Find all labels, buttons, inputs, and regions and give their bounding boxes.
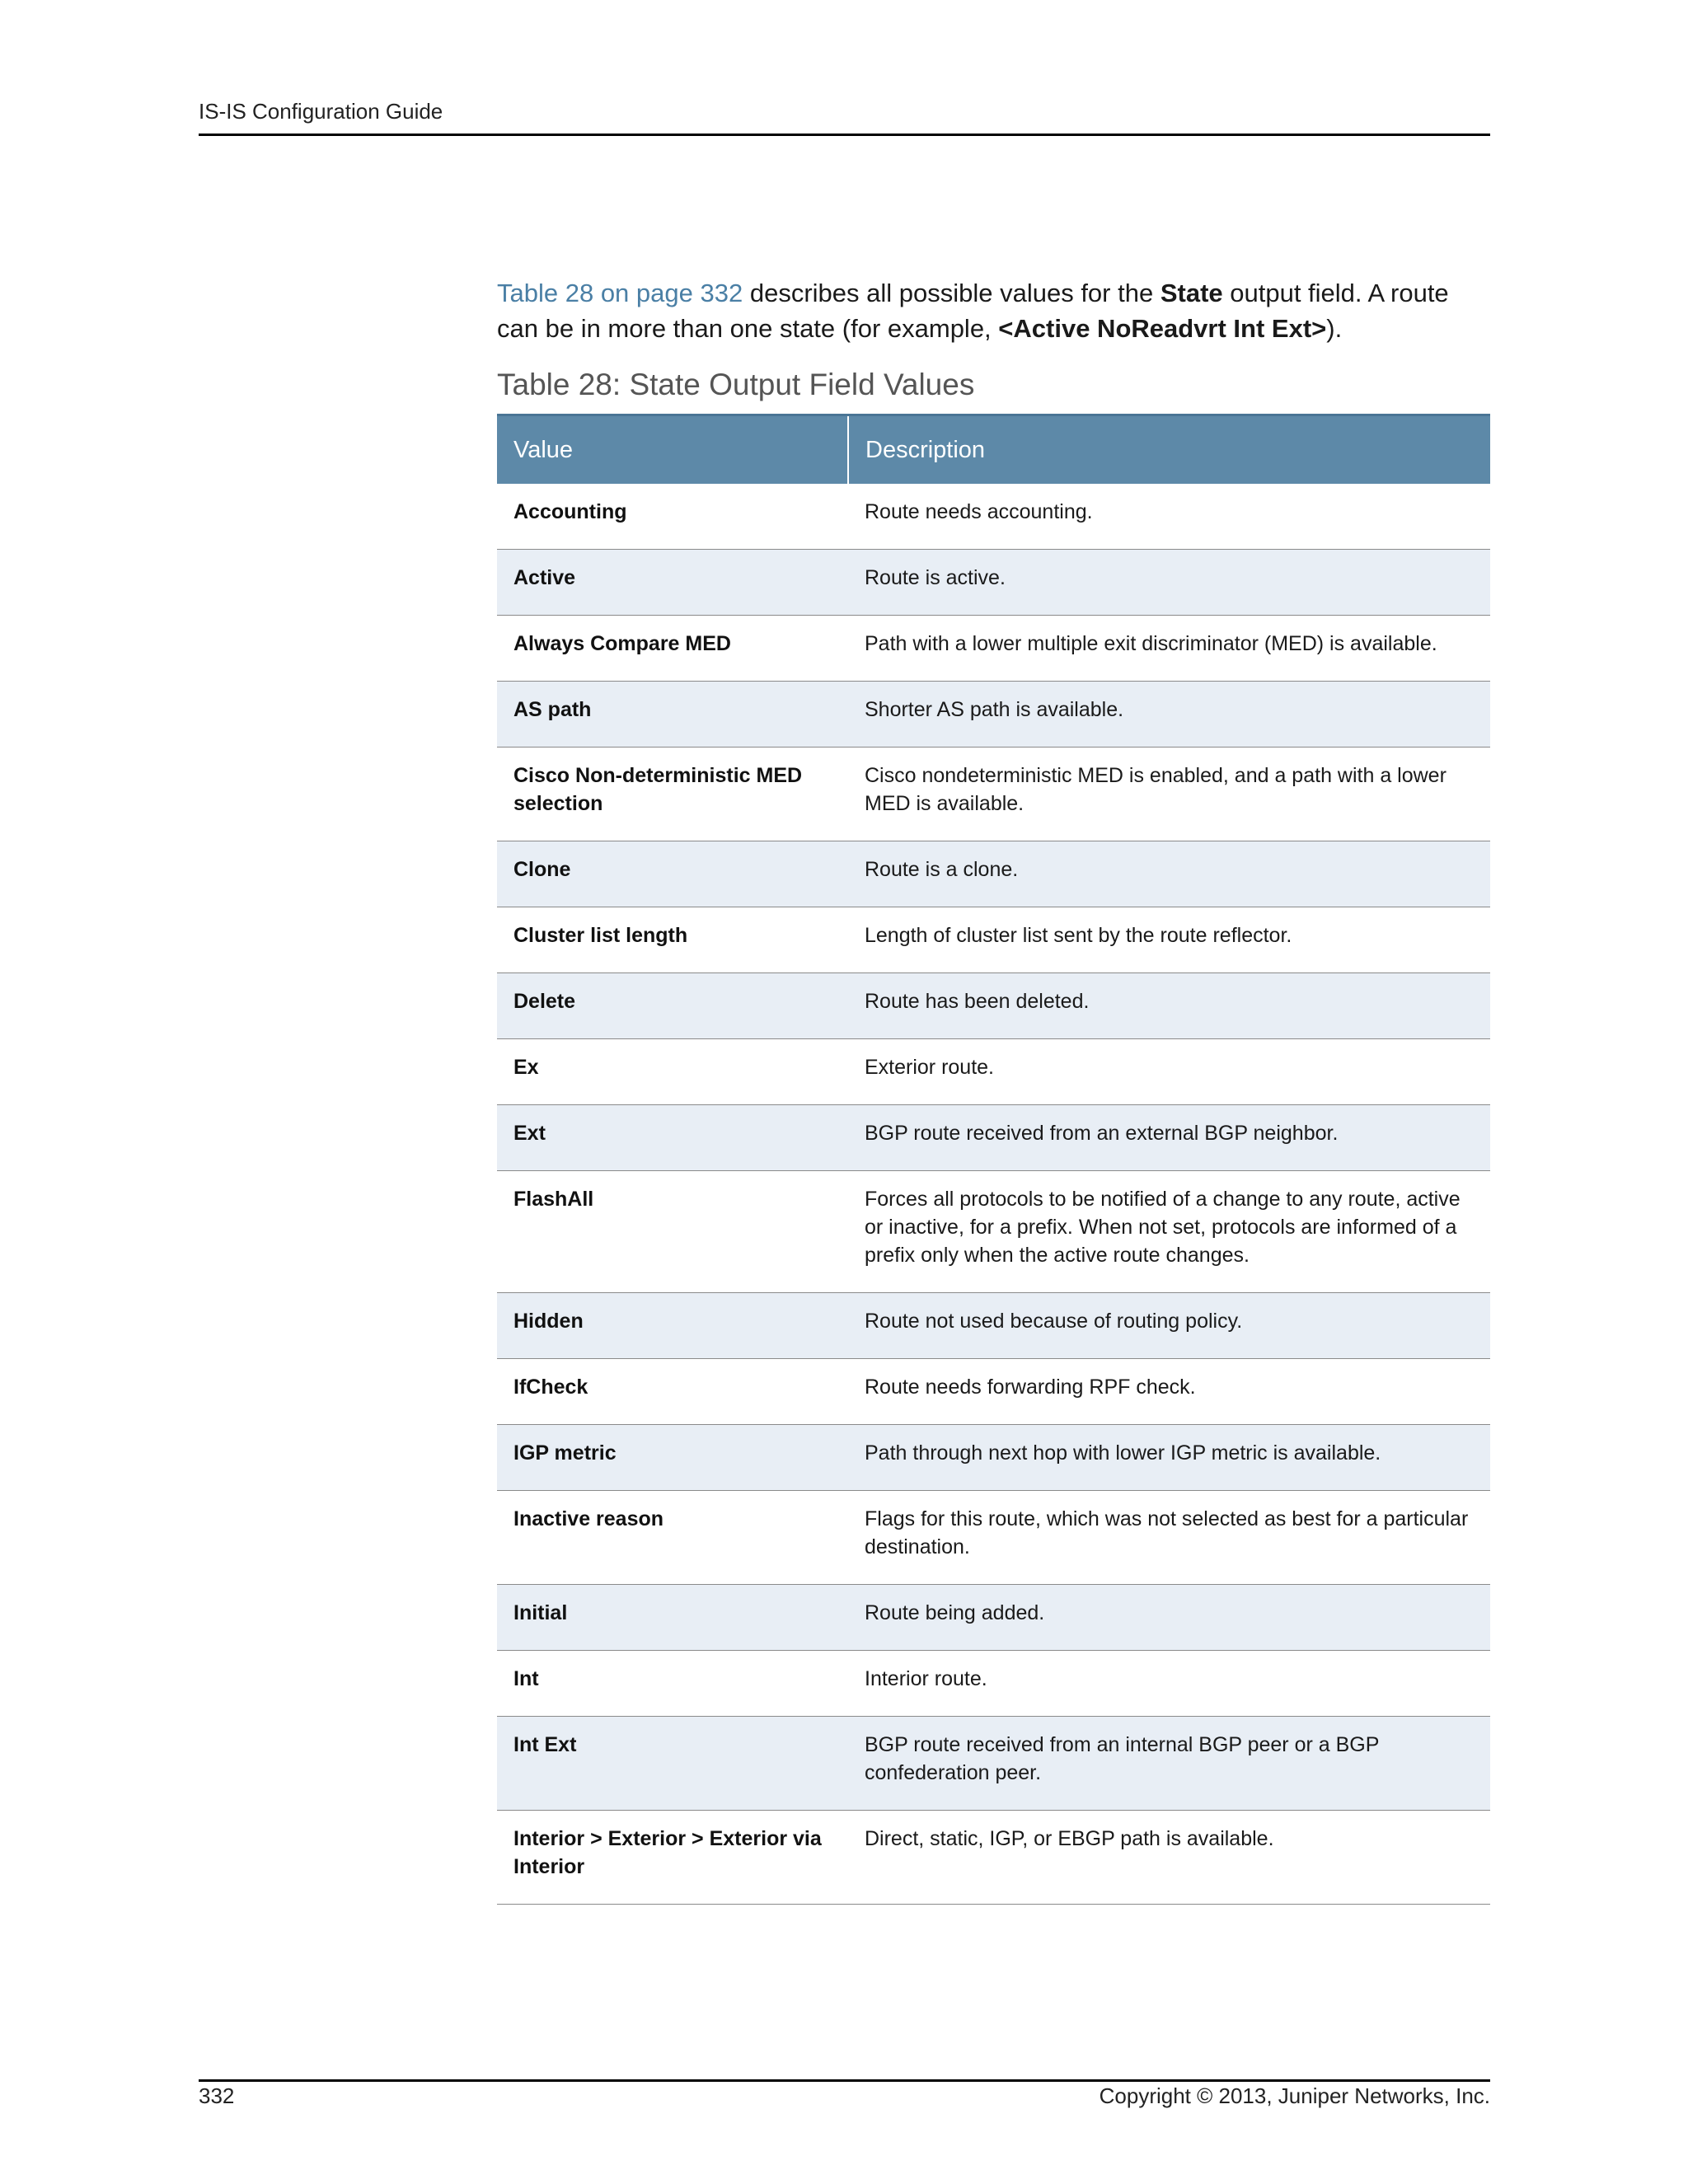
table-header-row — [497, 415, 1490, 485]
state-value-cell: IfCheck — [497, 1359, 848, 1425]
table-row — [497, 1717, 1490, 1811]
table-row — [497, 1811, 1490, 1905]
state-value-cell: AS path — [497, 682, 848, 748]
state-description-cell: Route has been deleted. — [848, 973, 1490, 1039]
state-value-cell: Initial — [497, 1585, 848, 1651]
state-description-cell: Route needs forwarding RPF check. — [848, 1359, 1490, 1425]
state-value-cell: Interior > Exterior > Exterior via Interior — [497, 1811, 848, 1905]
table-row — [497, 484, 1490, 550]
table-row — [497, 1425, 1490, 1491]
state-example: <Active NoReadvrt Int Ext> — [998, 314, 1327, 343]
table-row — [497, 841, 1490, 907]
state-values-table — [497, 414, 1490, 1905]
header-rule — [199, 134, 1490, 136]
state-value-cell: IGP metric — [497, 1425, 848, 1491]
description-column-header: Description — [848, 415, 1490, 485]
state-value-cell: Active — [497, 550, 848, 616]
state-description-cell: BGP route received from an internal BGP peer or a BGP confederation peer. — [848, 1717, 1490, 1811]
state-description-cell: BGP route received from an external BGP neighbor. — [848, 1105, 1490, 1171]
table-row — [497, 1585, 1490, 1651]
table-row — [497, 748, 1490, 841]
state-description-cell: Route not used because of routing policy. — [848, 1293, 1490, 1359]
table-row — [497, 682, 1490, 748]
state-description-cell: Shorter AS path is available. — [848, 682, 1490, 748]
table-row — [497, 550, 1490, 616]
state-description-cell: Cisco nondeterministic MED is enabled, and a path with a lower MED is available. — [848, 748, 1490, 841]
table-row — [497, 907, 1490, 973]
state-description-cell: Route is active. — [848, 550, 1490, 616]
state-value-cell: FlashAll — [497, 1171, 848, 1293]
state-description-cell: Interior route. — [848, 1651, 1490, 1717]
state-value-cell: Clone — [497, 841, 848, 907]
state-description-cell: Path with a lower multiple exit discriminator (MED) is available. — [848, 616, 1490, 682]
footer-rule — [199, 2079, 1490, 2082]
state-value-cell: Hidden — [497, 1293, 848, 1359]
state-value-cell: Accounting — [497, 484, 848, 550]
state-description-cell: Flags for this route, which was not selected as best for a particular destination. — [848, 1491, 1490, 1585]
table-row — [497, 1359, 1490, 1425]
state-value-cell: Int — [497, 1651, 848, 1717]
table-row — [497, 616, 1490, 682]
table-row — [497, 1293, 1490, 1359]
running-header: IS-IS Configuration Guide — [199, 99, 443, 124]
intro-text-2: output field. A route can be in more than one state (for example, — [497, 279, 1449, 343]
main-content — [497, 275, 1490, 1905]
intro-text-3: ). — [1326, 314, 1343, 343]
table-row — [497, 973, 1490, 1039]
table-title: Table 28: State Output Field Values — [497, 368, 975, 401]
state-description-cell: Forces all protocols to be notified of a change to any route, active or inactive, for a prefix. When not set, protocols are informed of a prefix only when the active route changes. — [848, 1171, 1490, 1293]
table-body — [497, 484, 1490, 1905]
table-row — [497, 1651, 1490, 1717]
state-value-cell: Ex — [497, 1039, 848, 1105]
table-cross-reference-link[interactable]: Table 28 on page 332 — [497, 279, 743, 307]
copyright-notice: Copyright © 2013, Juniper Networks, Inc. — [1099, 2083, 1490, 2108]
state-description-cell: Direct, static, IGP, or EBGP path is available. — [848, 1811, 1490, 1905]
table-row — [497, 1491, 1490, 1585]
state-description-cell: Route being added. — [848, 1585, 1490, 1651]
intro-text-1: describes all possible values for the — [743, 279, 1160, 307]
table-row — [497, 1171, 1490, 1293]
state-value-cell: Int Ext — [497, 1717, 848, 1811]
state-value-cell: Cisco Non-deterministic MED selection — [497, 748, 848, 841]
table-row — [497, 1039, 1490, 1105]
state-value-cell: Inactive reason — [497, 1491, 848, 1585]
state-value-cell: Ext — [497, 1105, 848, 1171]
state-description-cell: Route needs accounting. — [848, 484, 1490, 550]
state-field-name: State — [1160, 279, 1223, 307]
state-description-cell: Length of cluster list sent by the route reflector. — [848, 907, 1490, 973]
state-description-cell: Exterior route. — [848, 1039, 1490, 1105]
table-row — [497, 1105, 1490, 1171]
state-value-cell: Always Compare MED — [497, 616, 848, 682]
value-column-header: Value — [497, 415, 848, 485]
state-description-cell: Route is a clone. — [848, 841, 1490, 907]
intro-paragraph — [497, 275, 1490, 346]
page-number: 332 — [199, 2083, 235, 2108]
state-value-cell: Delete — [497, 973, 848, 1039]
state-value-cell: Cluster list length — [497, 907, 848, 973]
state-description-cell: Path through next hop with lower IGP metric is available. — [848, 1425, 1490, 1491]
